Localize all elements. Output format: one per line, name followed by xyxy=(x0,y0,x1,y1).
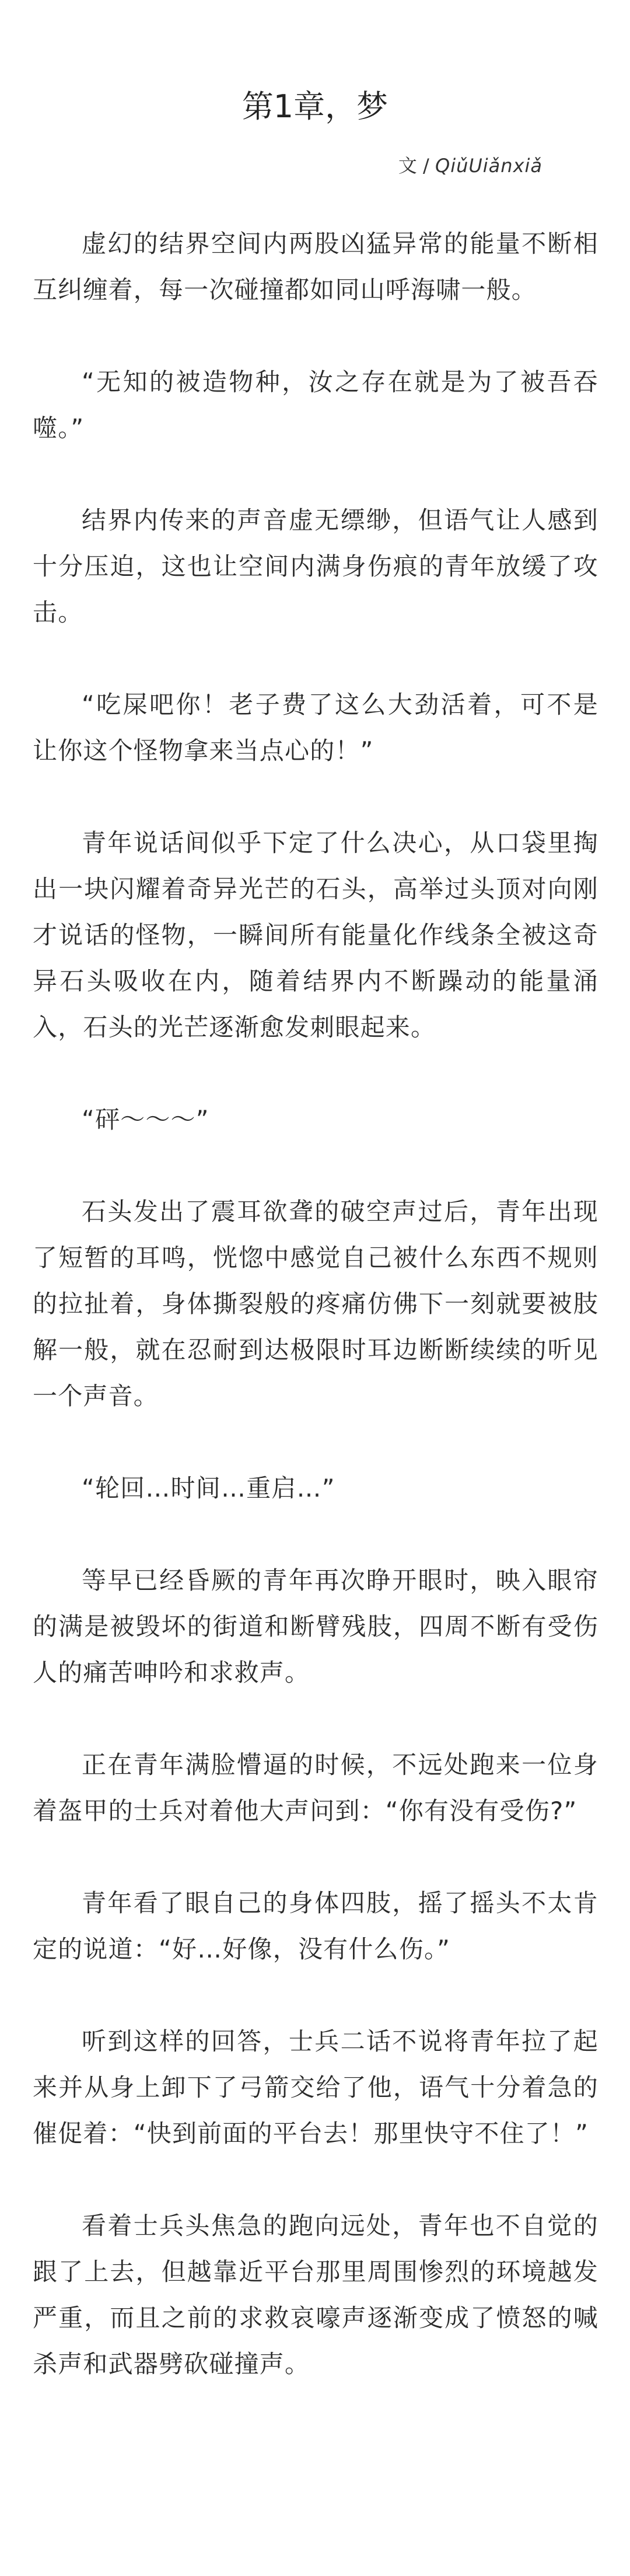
chapter-body xyxy=(33,221,598,2433)
paragraph: 等早已经昏厥的青年再次睁开眼时，映入眼帘的满是被毁坏的街道和断臂残肢，四周不断有受伤人的痛苦呻吟和求救声。 xyxy=(33,1566,598,1687)
paragraph: 看着士兵头焦急的跑向远处，青年也不自觉的跟了上去，但越靠近平台那里周围惨烈的环境越发严重，而且之前的求救哀嚎声逐渐变成了愤怒的喊杀声和武器劈砍碰撞声。 xyxy=(33,2211,598,2378)
paragraph: 石头发出了震耳欲聋的破空声过后，青年出现了短暂的耳鸣，恍惚中感觉自己被什么东西不规则的拉扯着，身体撕裂般的疼痛仿佛下一刻就要被肢解一般，就在忍耐到达极限时耳边断断续续的听见一个声音。 xyxy=(33,1197,598,1410)
paragraph: 结界内传来的声音虚无缥缈，但语气让人感到十分压迫，这也让空间内满身伤痕的青年放缓了攻击。 xyxy=(33,506,598,627)
paragraph: 青年看了眼自己的身体四肢，摇了摇头不太肯定的说道：“好…好像，没有什么伤。” xyxy=(33,1889,598,1963)
paragraph: 虚幻的结界空间内两股凶猛异常的能量不断相互纠缠着，每一次碰撞都如同山呼海啸一般。 xyxy=(33,229,598,304)
author-line xyxy=(398,153,542,179)
paragraph: “吃屎吧你！老子费了这么大劲活着，可不是让你这个怪物拿来当点心的！” xyxy=(33,690,598,765)
author-name: QiǔUiǎnxiǎ xyxy=(435,155,542,177)
paragraph: 青年说话间似乎下定了什么决心，从口袋里掏出一块闪耀着奇异光芒的石头，高举过头顶对向刚才说话的怪物，一瞬间所有能量化作线条全被这奇异石头吸收在内，随着结界内不断躁动的能量涌入，石头的光芒逐渐愈发刺眼起来。 xyxy=(33,829,598,1041)
paragraph: 正在青年满脸懵逼的时候，不远处跑来一位身着盔甲的士兵对着他大声问到：“你有没有受伤?” xyxy=(33,1750,598,1825)
chapter-title: 第1章，梦 xyxy=(242,88,388,125)
paragraph: “砰～～～” xyxy=(82,1105,209,1134)
paragraph: 听到这样的回答，士兵二话不说将青年拉了起来并从身上卸下了弓箭交给了他，语气十分着急的催促着：“快到前面的平台去！那里快守不住了！” xyxy=(33,2027,598,2148)
paragraph: “无知的被造物种，汝之存在就是为了被吾吞噬。” xyxy=(33,368,598,442)
paragraph: “轮回…时间…重启…” xyxy=(82,1474,335,1502)
author-prefix: 文 / xyxy=(398,155,435,177)
